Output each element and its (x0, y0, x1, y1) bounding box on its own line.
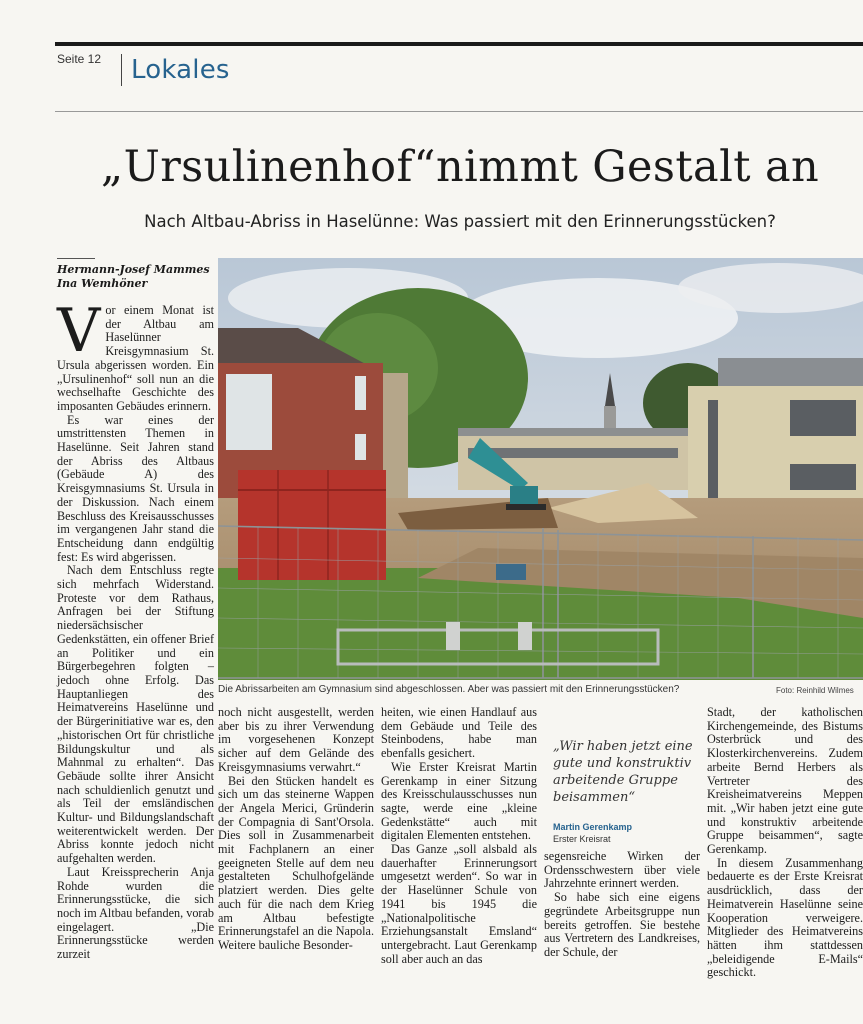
drop-cap: V (57, 296, 101, 366)
section-title: Lokales (131, 55, 230, 85)
photo-caption: Die Abrissarbeiten am Gymnasium sind abgeschlossen. Aber was passiert mit den Erinnerungsstücken? (218, 684, 680, 695)
headline: „Ursulinenhof“nimmt Gestalt an (100, 142, 820, 192)
author-1: Hermann-Josef Mammes (57, 263, 210, 276)
article-column-4 (544, 850, 700, 960)
paragraph: Nach dem Entschluss regte sich mehrfach Widerstand. Proteste vor dem Rathaus, Anfragen bei der Stiftung niedersächsischer Gedenkstätten, ein offener Brief an Politiker und ein Bürgerbegehren folgten – jedoch ohne Erfolg. Das Hauptanliegen des Heimatvereins Haselünne und der Bürgerinitiative war es, den „historischen Ort für christliche Bildungskultur und als Mahnmal zu erhalten“. Das Gebäude sollte ihrer Ansicht nach schuldienlich genutzt und als Teil der emsländischen Kultur- und Bildungslandschaft weiterentwickelt werden. Der Abriss konnte jedoch nicht aufgehalten werden. (57, 563, 214, 866)
header-divider (121, 54, 122, 86)
paragraph: noch nicht ausgestellt, werden aber bis zu ihrer Verwendung im vorgesehenen Konzept sicher auf dem Gelände des Kreisgymnasiums verwahrt.“ (218, 705, 374, 774)
article-photo (218, 258, 863, 680)
subheadline: Nach Altbau-Abriss in Haselünne: Was passiert mit den Erinnerungsstücken? (144, 212, 776, 231)
article-column-3 (381, 706, 537, 966)
pull-quote: „Wir haben jetzt eine gute und konstruktiv arbeitende Gruppe beisammen“ (553, 739, 693, 805)
paragraph: Stadt, der katholischen Kirchengemeinde, des Bistums Osterbrück und des Klosterkirchenvereins. Zudem arbeite Bernd Herbers als Vertreter des Kreisheimatvereins Meppen mit. „Wir haben jetzt eine gute und konstruktiv arbeitende Gruppe beisammen“, sagte Gerenkamp. (707, 705, 863, 857)
paragraph: So habe sich eine eigens gegründete Arbeitsgruppe nun bereits getroffen. Sie bestehe aus Vertretern des Landkreises, der Schule, der (544, 890, 700, 959)
byline (57, 263, 217, 291)
paragraph: segensreiche Wirken der Ordensschwestern über viele Jahrzehnte erinnert werden. (544, 849, 700, 891)
paragraph: Wie Erster Kreisrat Martin Gerenkamp in einer Sitzung des Kreisschulausschusses nun sagte, werde eine „kleine Gedenkstätte“ auch mit digitalen Elementen entstehen. (381, 759, 537, 843)
top-rule (55, 42, 863, 46)
quote-author-role: Erster Kreisrat (553, 834, 611, 844)
paragraph: Laut Kreissprecherin Anja Rohde wurden die Erinnerungsstücke, die sich noch im Altbau befanden, vorab eingelagert. „Die Erinnerungsstücke werden zurzeit (57, 864, 214, 962)
paragraph: or einem Monat ist der Altbau am Haselünner Kreisgymnasium St. Ursula abgerissen worden. Ein „Ursulinenhof“ soll nun an die wechselhafte Geschichte des imposanten Gebäudes erinnern. (57, 303, 214, 413)
paragraph: Es war eines der umstrittensten Themen in Haselünne. Seit Jahren stand der Abriss des Altbaus (Gebäude A) des Kreisgymnasiums St. Ursula in der Diskussion. Nach einem Beschluss des Kreisausschusses im vergangenen Jahr stand die Entscheidung dann endgültig fest: Es wird abgerissen. (57, 412, 214, 564)
article-column-2 (218, 706, 374, 953)
quote-author: Martin Gerenkamp (553, 822, 633, 832)
page-number: Seite 12 (57, 52, 102, 66)
authors-rule (57, 258, 95, 259)
photo-credit: Foto: Reinhild Wilmes (776, 686, 854, 695)
paragraph: Bei den Stücken handelt es sich um das steinerne Wappen der Angela Merici, Gründerin der Compagnia di Sant'Orsola. Dies soll in Zusammenarbeit mit Fachplanern an einer geeigneten Stelle auf dem neu gestalteten Schulhofgelände platziert werden. Dies gelte auch für die nach dem Krieg am Altbau befestigte Erinnerungstafel an die Napola. Weitere bauliche Besonder- (218, 773, 374, 952)
paragraph: Das Ganze „soll alsbald als dauerhafter Erinnerungsort umgesetzt werden“. So war in der Haselünner Schule von 1941 bis 1945 die „Nationalpolitische Erziehungsanstalt Emsland“ untergebracht. Laut Gerenkamp soll aber auch an das (381, 842, 537, 966)
paragraph: In diesem Zusammenhang bedauerte es der Erste Kreisrat ausdrücklich, dass der Heimatverein Haselünne seine Kooperation verweigere. Mitglieder des Heimatvereins hätten ihm stattdessen „beleidigende E-Mails“ geschickt. (707, 855, 863, 980)
header-rule (55, 111, 863, 112)
author-2: Ina Wemhöner (57, 277, 148, 290)
article-column-1 (57, 296, 214, 962)
article-column-5 (707, 706, 863, 980)
paragraph: heiten, wie einen Handlauf aus dem Gebäude und Teile des Steinbodens, habe man ebenfalls gesichert. (381, 705, 537, 761)
